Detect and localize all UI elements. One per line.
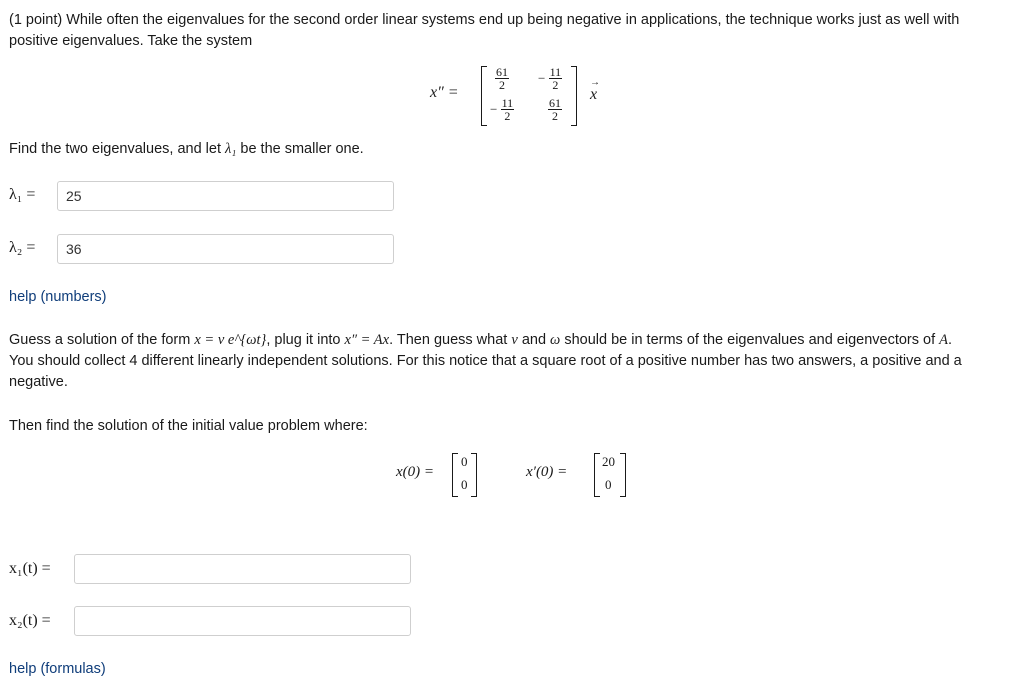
matrix-a21 — [490, 97, 514, 122]
intro-line-1: (1 point) While often the eigenvalues for the second order linear systems end up being negative in applications, the technique works just as well with — [9, 12, 960, 28]
a12-denominator: 2 — [552, 78, 559, 92]
a22-numerator: 61 — [549, 96, 561, 110]
matrix-left-bracket — [481, 66, 487, 126]
find-eigen-prefix: Find the two eigenvalues, and let — [9, 141, 221, 157]
matrix-a11 — [495, 66, 509, 91]
guess-matrix-A: A — [939, 332, 949, 348]
guess-v: v — [511, 332, 518, 348]
ic2-right-bracket — [620, 453, 626, 497]
a11-denominator: 2 — [499, 78, 505, 92]
guess-line-2: You should collect 4 different linearly independent solutions. For this notice that a square root of a positive number has two answers, a positive and a — [9, 353, 962, 369]
a12-sign: − — [538, 70, 546, 86]
initial-condition-x0 — [396, 450, 496, 500]
ic2-top: 20 — [602, 454, 615, 469]
a21-numerator: 11 — [501, 96, 514, 110]
x2-label: x₂(t) = — [9, 612, 51, 629]
lambda1-input[interactable]: 25 — [57, 181, 394, 211]
guess-paragraph: Guess a solution of the form x = v e^{ωt}, plug it into x″ = Ax. Then guess what v and ω should be in terms of the eigenvalues and eigenvectors of A. You should collect 4 different linearly independent solutions. For this notice that a square root of a positive number has two answers, a positive and a negative. — [9, 332, 962, 390]
guess-text-c: . Then guess what — [389, 332, 508, 348]
lambda1-label: λ₁ = — [9, 186, 36, 203]
ic1-right-bracket — [471, 453, 477, 497]
a11-numerator: 61 — [496, 65, 508, 79]
guess-text-a: Guess a solution of the form — [9, 332, 191, 348]
x1-input[interactable] — [74, 554, 411, 584]
x2-input[interactable] — [74, 606, 411, 636]
system-lhs: x″ = — [430, 84, 459, 101]
a22-denominator: 2 — [552, 109, 558, 123]
find-eigen-suffix: be the smaller one. — [240, 141, 364, 157]
a21-sign: − — [490, 101, 498, 117]
guess-line-3: negative. — [9, 374, 68, 390]
matrix-a12 — [538, 66, 562, 91]
help-numbers-link[interactable]: help (numbers) — [9, 289, 107, 305]
system-rhs: x → — [590, 86, 597, 104]
matrix-right-bracket — [571, 66, 577, 126]
ic1-top: 0 — [461, 454, 468, 469]
lambda2-input[interactable]: 36 — [57, 234, 394, 264]
help-formulas-link[interactable]: help (formulas) — [9, 661, 106, 677]
guess-form: x = v e^{ωt} — [194, 332, 267, 348]
guess-equation: x″ = Ax — [344, 332, 390, 348]
lambda2-label: λ₂ = — [9, 239, 36, 256]
find-eigenvalues-text — [9, 139, 364, 160]
problem-intro — [9, 10, 1009, 52]
guess-omega: ω — [550, 332, 561, 348]
a12-numerator: 11 — [549, 65, 562, 79]
ic1-left-bracket — [452, 453, 458, 497]
ic1-label: x(0) = — [396, 464, 435, 480]
ic2-label: x′(0) = — [526, 464, 568, 480]
x1-label: x₁(t) = — [9, 560, 51, 577]
initial-condition-dx0 — [526, 450, 636, 500]
lambda1-inline: λ₁ — [225, 141, 237, 157]
guess-text-b: , plug it into — [266, 332, 341, 348]
guess-and: and — [521, 332, 547, 348]
matrix-a22 — [548, 97, 562, 122]
a21-denominator: 2 — [504, 109, 511, 123]
system-equation — [425, 62, 625, 128]
ic2-left-bracket — [594, 453, 600, 497]
ic2-bottom: 0 — [605, 477, 612, 492]
guess-text-d: should be in terms of the eigenvalues and eigenvectors of — [564, 332, 936, 348]
intro-line-2: positive eigenvalues. Take the system — [9, 33, 253, 49]
ic1-bottom: 0 — [461, 477, 468, 492]
ivp-text: Then find the solution of the initial value problem where: — [9, 418, 368, 434]
